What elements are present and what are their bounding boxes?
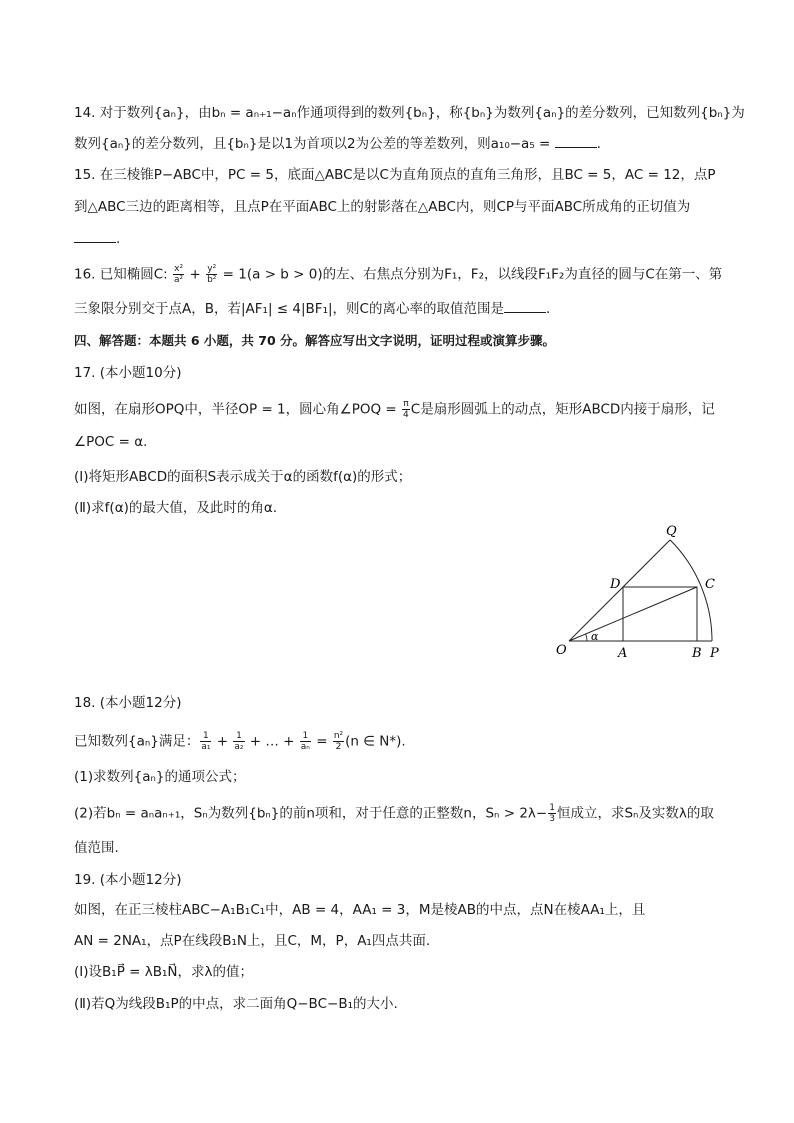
q16-post: = 1(a > b > 0)的左、右焦点分别为F₁，F₂，以线段F₁F₂为直径的圆与C在第一、第 xyxy=(218,266,723,283)
q14-period: . xyxy=(596,136,601,152)
q17-line1 xyxy=(74,399,715,420)
frac-num: n² xyxy=(333,731,344,741)
q18-part2-post: 恒成立，求Sₙ及实数λ的取 xyxy=(556,805,714,822)
q15-line1: 15. 在三棱锥P−ABC中，PC = 5，底面△ABC是以C为直角顶点的直角三角形，且BC = 5，AC = 12，点P xyxy=(74,167,716,183)
segment-oc xyxy=(569,587,697,641)
section-heading: 四、解答题：本题共 6 小题，共 70 分。解答应写出文字说明，证明过程或演算步骤。 xyxy=(74,333,556,348)
label-p: P xyxy=(710,646,719,661)
frac-num: y² xyxy=(207,264,217,274)
q18-part2-line2: 值范围. xyxy=(74,840,119,856)
frac-den: a² xyxy=(174,275,184,285)
fraction-term1 xyxy=(200,731,211,752)
label-alpha: α xyxy=(591,630,599,643)
label-a: A xyxy=(618,646,628,661)
q16-pre: 16. 已知椭圆C: xyxy=(74,266,173,283)
label-d: D xyxy=(610,577,621,592)
q18-line1: 已知数列{aₙ}满足： $\frac{1}{\text{a₁}}$ + $\frac{1}{\text{a₂}}$ + … + $\frac{1}{\text{aₙ}}$ = $\frac{\text{n²}}{2}$ (n ∈ N*). xyxy=(74,731,406,752)
fraction-rhs xyxy=(333,731,344,752)
frac-den: 4 xyxy=(403,410,409,420)
q15-line2: 到△ABC三边的距离相等，且点P在平面ABC上的射影落在△ABC内，则CP与平面ABC所成角的正切值为 xyxy=(74,199,691,215)
q18-part1: (1)求数列{aₙ}的通项公式； xyxy=(74,769,246,785)
q17-line1-post: C是扇形圆弧上的动点，矩形ABCD内接于扇形，记 xyxy=(410,401,715,418)
q14-line2-text: 数列{aₙ}的差分数列，且{bₙ}是以1为首项以2为公差的等差数列，则a₁₀−a₅ = xyxy=(74,136,555,152)
frac-den: 3 xyxy=(549,814,555,824)
answer-blank xyxy=(555,135,597,148)
answer-blank xyxy=(74,230,116,243)
label-q: Q xyxy=(666,524,677,539)
q18-part2 xyxy=(74,803,714,824)
q18-dots: + … + xyxy=(245,733,299,750)
fraction-pi-4 xyxy=(402,399,410,420)
q18-line1-post: (n ∈ N*). xyxy=(345,733,406,750)
frac-den: a₂ xyxy=(234,742,244,752)
q17-line1-pre: 如图，在扇形OPQ中，半径OP = 1，圆心角∠POQ = xyxy=(74,401,402,418)
q17-line2: ∠POC = α. xyxy=(74,434,148,450)
frac-num: π xyxy=(403,399,409,409)
q19-header: 19. (本小题12分) xyxy=(74,872,182,888)
fraction-x2-a2 xyxy=(173,264,184,285)
fraction-one-third xyxy=(548,803,556,824)
frac-den: a₁ xyxy=(201,742,211,752)
frac-den: 2 xyxy=(335,742,342,752)
q19-part2: (Ⅱ)若Q为线段B₁P的中点，求二面角Q−BC−B₁的大小. xyxy=(74,996,398,1012)
q16-line1 xyxy=(74,264,722,285)
frac-num: 1 xyxy=(200,731,211,742)
frac-num: 1 xyxy=(300,731,311,742)
q15-line3 xyxy=(74,230,120,248)
label-b: B xyxy=(692,646,702,661)
q15-period: . xyxy=(116,231,121,247)
frac-num: 1 xyxy=(549,803,555,813)
answer-blank xyxy=(504,300,546,313)
label-c: C xyxy=(705,577,715,592)
frac-den: b² xyxy=(207,275,217,285)
q16-line2-text: 三象限分别交于点A，B，若|AF₁| ≤ 4|BF₁|，则C的离心率的取值范围是 xyxy=(74,301,504,317)
q16-plus: + xyxy=(185,266,206,283)
frac-num: x² xyxy=(174,264,184,274)
sector-figure xyxy=(550,520,730,670)
fraction-term2 xyxy=(233,731,244,752)
frac-den: aₙ xyxy=(300,742,310,752)
label-o: O xyxy=(556,643,567,658)
fraction-term-n xyxy=(300,731,311,752)
q17-part2: (Ⅱ)求f(α)的最大值，及此时的角α. xyxy=(74,500,278,516)
q16-period: . xyxy=(545,301,551,317)
q18-part2-pre: (2)若bₙ = aₙaₙ₊₁，Sₙ为数列{bₙ}的前n项和，对于任意的正整数n，Sₙ > 2λ− xyxy=(74,805,548,822)
fraction-y2-b2 xyxy=(206,264,217,285)
q18-eq: = xyxy=(311,733,332,750)
q19-line1: 如图，在正三棱柱ABC−A₁B₁C₁中，AB = 4，AA₁ = 3，M是棱AB的中点，点N在棱AA₁上，且 xyxy=(74,902,646,918)
q14-line2 xyxy=(74,135,601,153)
q17-header: 17. (本小题10分) xyxy=(74,365,182,381)
q19-part1: (Ⅰ)设B₁P⃗ = λB₁N⃗，求λ的值； xyxy=(74,964,253,980)
frac-num: 1 xyxy=(233,731,244,742)
q18-line1-pre: 已知数列{aₙ}满足： xyxy=(74,733,200,750)
q19-line2: AN = 2NA₁，点P在线段B₁N上，且C，M，P，A₁四点共面. xyxy=(74,933,431,949)
q17-part1: (Ⅰ)将矩形ABCD的面积S表示成关于α的函数f(α)的形式； xyxy=(74,469,412,485)
q14-line1: 14. 对于数列{aₙ}，由bₙ = aₙ₊₁−aₙ作通项得到的数列{bₙ}，称{bₙ}为数列{aₙ}的差分数列，已知数列{bₙ}为 xyxy=(74,105,745,121)
angle-arc xyxy=(586,634,587,641)
q16-line2 xyxy=(74,300,550,318)
q18-header: 18. (本小题12分) xyxy=(74,695,182,711)
